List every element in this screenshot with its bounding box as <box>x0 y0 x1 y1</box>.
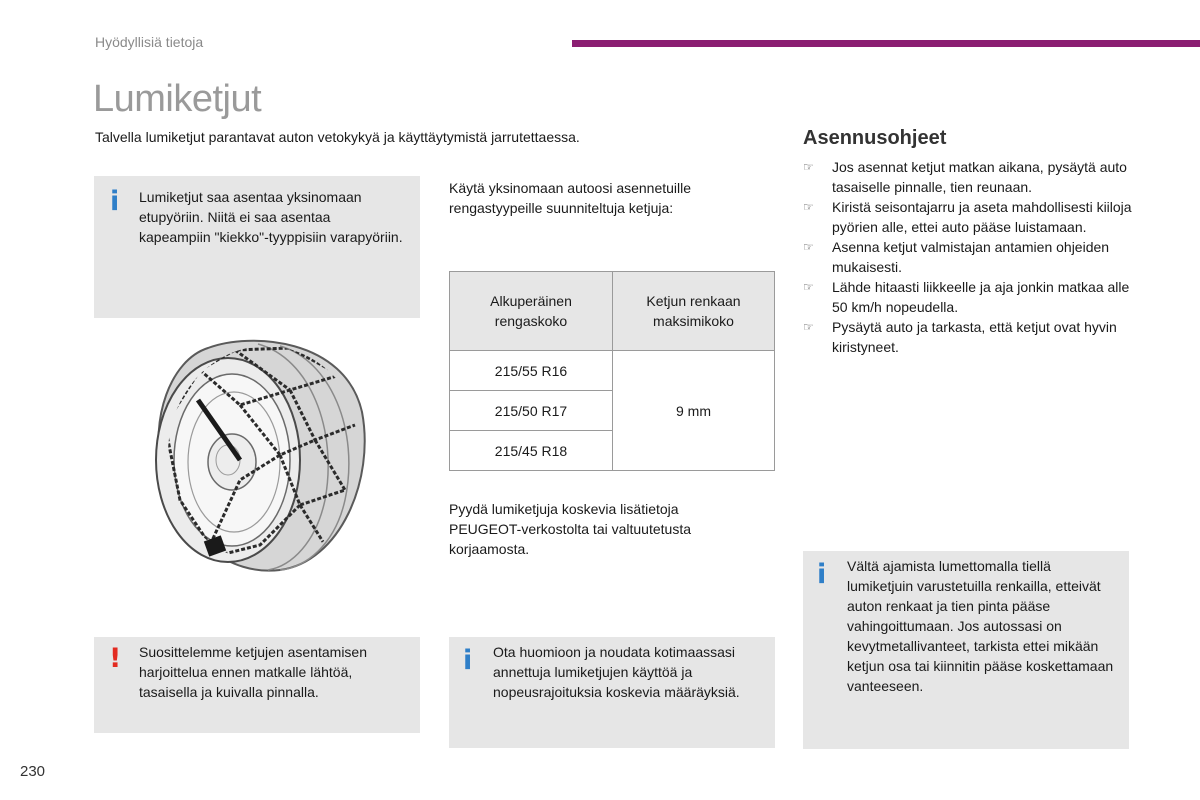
page-title: Lumiketjut <box>93 78 262 120</box>
warning-box-text: Suosittelemme ketjujen asentamisen harjoittelua ennen matkalle lähtöä, tasaisella ja kuivalla pinnalla. <box>139 644 368 700</box>
section-label: Hyödyllisiä tietoja <box>95 34 204 50</box>
pointing-hand-icon: ☞ <box>803 200 814 214</box>
installation-steps <box>803 157 1133 357</box>
column-header-original-tire-size: Alkuperäinen rengaskoko <box>450 272 613 351</box>
list-item: ☞ Jos asennat ketjut matkan aikana, pysäytä auto tasaiselle pinnalle, tien reunaan. <box>803 159 1127 195</box>
table-header-row <box>450 272 775 351</box>
warning-icon: ! <box>109 643 122 674</box>
info-box-alloy-wheels <box>803 551 1129 749</box>
max-chain-size-cell: 9 mm <box>613 351 775 471</box>
snow-chain-tire-illustration <box>140 330 380 575</box>
warning-box-practice <box>94 637 420 733</box>
header-accent-bar <box>572 40 1200 47</box>
info-box-regulations <box>449 637 775 748</box>
list-item: ☞ Kiristä seisontajarru ja aseta mahdollisesti kiiloja pyörien alle, ettei auto pääse luistamaan. <box>803 199 1132 235</box>
pointing-hand-icon: ☞ <box>803 160 814 174</box>
tire-size-cell: 215/50 R17 <box>450 391 613 431</box>
table-row <box>450 351 775 391</box>
info-icon: i <box>110 186 120 217</box>
intro-text: Talvella lumiketjut parantavat auton vetokykyä ja käyttäytymistä jarrutettaessa. <box>95 129 580 145</box>
pointing-hand-icon: ☞ <box>803 280 814 294</box>
info-box-text: Vältä ajamista lumettomalla tiellä lumiketjuin varustetuilla renkailla, etteivät auton renkaat ja tien pinta pääse vahingoittumaan. Jos autossasi on kevytmetallivanteet, tarkista ettei mikään ketjun osa tai kiinnitin pääse koskettamaan vanteeseen. <box>847 558 1114 694</box>
page-number: 230 <box>20 763 46 780</box>
pointing-hand-icon: ☞ <box>803 320 814 334</box>
tire-size-cell: 215/45 R18 <box>450 431 613 471</box>
installation-heading: Asennusohjeet <box>803 127 947 149</box>
chain-usage-text: Käytä yksinomaan autoosi asennetuille rengastyypeille suunniteltuja ketjuja: <box>449 180 692 216</box>
list-item: ☞ Lähde hitaasti liikkeelle ja aja jonkin matkaa alle 50 km/h nopeudella. <box>803 279 1130 315</box>
column-header-max-chain-size: Ketjun renkaan maksimikoko <box>613 272 775 351</box>
additional-info-text: Pyydä lumiketjuja koskevia lisätietoja PEUGEOT-verkostolta tai valtuutetusta korjaamosta. <box>449 501 691 557</box>
list-item: ☞ Asenna ketjut valmistajan antamien ohjeiden mukaisesti. <box>803 239 1110 275</box>
pointing-hand-icon: ☞ <box>803 240 814 254</box>
info-icon: i <box>463 645 473 676</box>
tire-size-table <box>449 271 775 471</box>
info-box-text: Ota huomioon ja noudata kotimaassasi annettuja lumiketjujen käyttöä ja nopeusrajoituksia koskevia määräyksiä. <box>493 644 740 700</box>
tire-size-cell: 215/55 R16 <box>450 351 613 391</box>
info-box-text: Lumiketjut saa asentaa yksinomaan etupyöriin. Niitä ei saa asentaa kapeampiin "kiekko"-tyyppisiin varapyöriin. <box>139 189 403 245</box>
list-item: ☞ Pysäytä auto ja tarkasta, että ketjut ovat hyvin kiristyneet. <box>803 319 1117 355</box>
info-icon: i <box>817 559 827 590</box>
info-box-front-wheels <box>94 176 420 318</box>
